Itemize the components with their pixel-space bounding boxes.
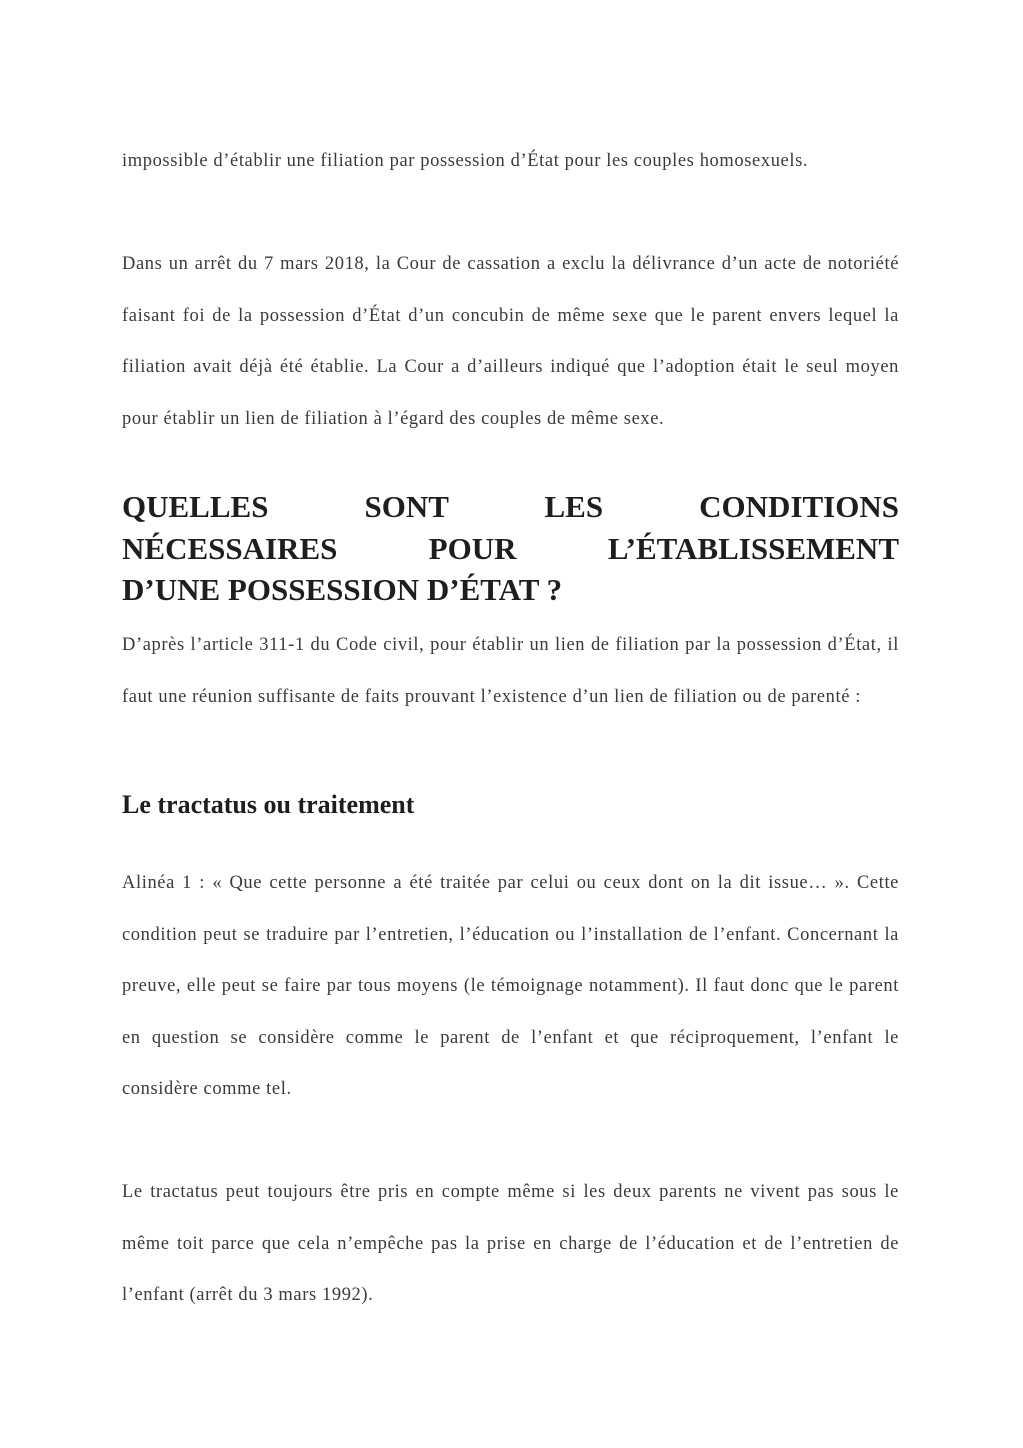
heading-line-2: NÉCESSAIRES POUR L’ÉTABLISSEMENT [122,530,899,566]
section-heading [122,486,899,611]
paragraph-cassation [122,239,899,445]
heading-line-1: QUELLES SONT LES CONDITIONS [122,489,899,524]
paragraph-continuation [122,136,899,188]
paragraph-text: Alinéa 1 : « Que cette personne a été traitée par celui ou ceux dont on la dit issue… ». Cette condition peut se traduire par l’entretien, l’éducation ou l’installation de l’enfant. Concernant la preuve, elle peut se faire par tous moyens (le témoignage notamment). Il faut donc que le parent en question se considère comme le parent de l’enfant et que réciproquement, l’enfant le considère comme tel. [122,873,899,1100]
paragraph-text: impossible d’établir une filiation par possession d’État pour les couples homosexuels. [122,151,809,171]
subsection-heading: Le tractatus ou traitement [122,790,415,819]
heading-line-3: D’UNE POSSESSION D’ÉTAT ? [122,572,563,607]
paragraph-article [122,620,899,723]
paragraph-alinea [122,858,899,1116]
paragraph-text: Dans un arrêt du 7 mars 2018, la Cour de cassation a exclu la délivrance d’un acte de notoriété faisant foi de la possession d’État d’un concubin de même sexe que le parent envers lequel la filiation avait déjà été établie. La Cour a d’ailleurs indiqué que l’adoption était le seul moyen pour établir un lien de filiation à l’égard des couples de même sexe. [122,254,899,429]
paragraph-tractatus [122,1167,899,1322]
paragraph-text: D’après l’article 311-1 du Code civil, pour établir un lien de filiation par la possession d’État, il faut une réunion suffisante de faits prouvant l’existence d’un lien de filiation ou de parenté : [122,635,899,707]
paragraph-text: Le tractatus peut toujours être pris en compte même si les deux parents ne vivent pas sous le même toit parce que cela n’empêche pas la prise en charge de l’éducation et de l’entretien de l’enfant (arrêt du 3 mars 1992). [122,1182,899,1306]
